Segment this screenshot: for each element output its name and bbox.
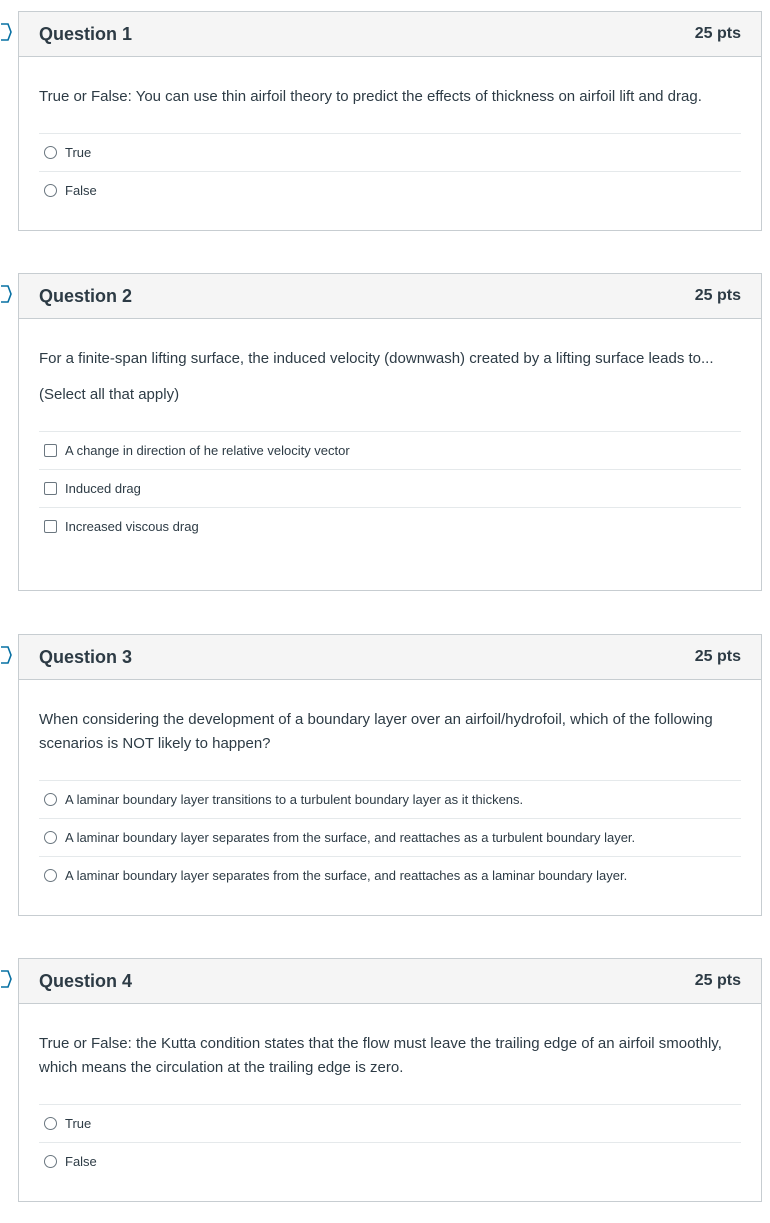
- answer-option-induced-drag[interactable]: [39, 469, 741, 507]
- radio-button[interactable]: [44, 1117, 57, 1130]
- radio-button[interactable]: [44, 831, 57, 844]
- answer-option-true[interactable]: [39, 1104, 741, 1142]
- question-header: [19, 274, 761, 319]
- answer-label: A laminar boundary layer separates from the surface, and reattaches as a laminar boundary layer.: [65, 868, 628, 883]
- checkbox[interactable]: [44, 482, 57, 495]
- bookmark-flag-icon[interactable]: [0, 284, 13, 304]
- question-2: [18, 273, 762, 591]
- question-header: [19, 959, 761, 1004]
- answer-option-viscous-drag[interactable]: [39, 507, 741, 545]
- question-body: [19, 319, 761, 557]
- question-title: Question 2: [39, 285, 133, 306]
- radio-button[interactable]: [44, 793, 57, 806]
- answer-list: [39, 780, 741, 894]
- answer-label: False: [65, 183, 97, 198]
- question-3: [18, 634, 762, 916]
- answer-option-true[interactable]: [39, 133, 741, 171]
- question-header: [19, 12, 761, 57]
- question-points: 25 pts: [694, 287, 741, 304]
- bookmark-flag-icon[interactable]: [0, 969, 13, 989]
- answer-list: [39, 133, 741, 209]
- question-instruction: (Select all that apply): [39, 386, 180, 403]
- answer-option-transition[interactable]: [39, 780, 741, 818]
- radio-button[interactable]: [44, 869, 57, 882]
- question-text: When considering the development of a boundary layer over an airfoil/hydrofoil, which of the following scenarios is NOT likely to happen?: [39, 711, 713, 752]
- question-header: [19, 635, 761, 680]
- answer-label: A laminar boundary layer separates from the surface, and reattaches as a turbulent boundary layer.: [65, 830, 636, 845]
- question-points: 25 pts: [694, 25, 741, 42]
- radio-button[interactable]: [44, 184, 57, 197]
- answer-option-direction-change[interactable]: [39, 431, 741, 469]
- answer-option-reattach-turbulent[interactable]: [39, 818, 741, 856]
- question-title: Question 1: [39, 23, 133, 44]
- question-title: Question 4: [39, 970, 133, 991]
- question-points: 25 pts: [694, 648, 741, 665]
- radio-button[interactable]: [44, 1155, 57, 1168]
- question-text: True or False: You can use thin airfoil theory to predict the effects of thickness on airfoil lift and drag.: [39, 88, 702, 105]
- answer-list: [39, 431, 741, 545]
- answer-label: Induced drag: [65, 481, 141, 496]
- answer-label: True: [65, 145, 92, 160]
- checkbox[interactable]: [44, 520, 57, 533]
- answer-option-false[interactable]: [39, 1142, 741, 1180]
- question-text: For a finite-span lifting surface, the induced velocity (downwash) created by a lifting surface leads to...: [39, 350, 714, 367]
- question-title: Question 3: [39, 646, 133, 667]
- question-body: [19, 57, 761, 221]
- bookmark-flag-icon[interactable]: [0, 645, 13, 665]
- bookmark-flag-icon[interactable]: [0, 22, 13, 42]
- radio-button[interactable]: [44, 146, 57, 159]
- question-4: [18, 958, 762, 1202]
- question-points: 25 pts: [694, 972, 741, 989]
- question-body: [19, 1004, 761, 1192]
- question-body: [19, 680, 761, 906]
- answer-label: A laminar boundary layer transitions to a turbulent boundary layer as it thickens.: [65, 792, 524, 807]
- answer-label: True: [65, 1116, 92, 1131]
- answer-list: [39, 1104, 741, 1180]
- checkbox[interactable]: [44, 444, 57, 457]
- question-text: True or False: the Kutta condition states that the flow must leave the trailing edge of an airfoil smoothly, which means the circulation at the trailing edge is zero.: [39, 1035, 722, 1076]
- answer-option-false[interactable]: [39, 171, 741, 209]
- question-1: [18, 11, 762, 231]
- answer-label: Increased viscous drag: [65, 519, 199, 534]
- answer-label: False: [65, 1154, 97, 1169]
- answer-label: A change in direction of he relative velocity vector: [65, 443, 350, 458]
- answer-option-reattach-laminar[interactable]: [39, 856, 741, 894]
